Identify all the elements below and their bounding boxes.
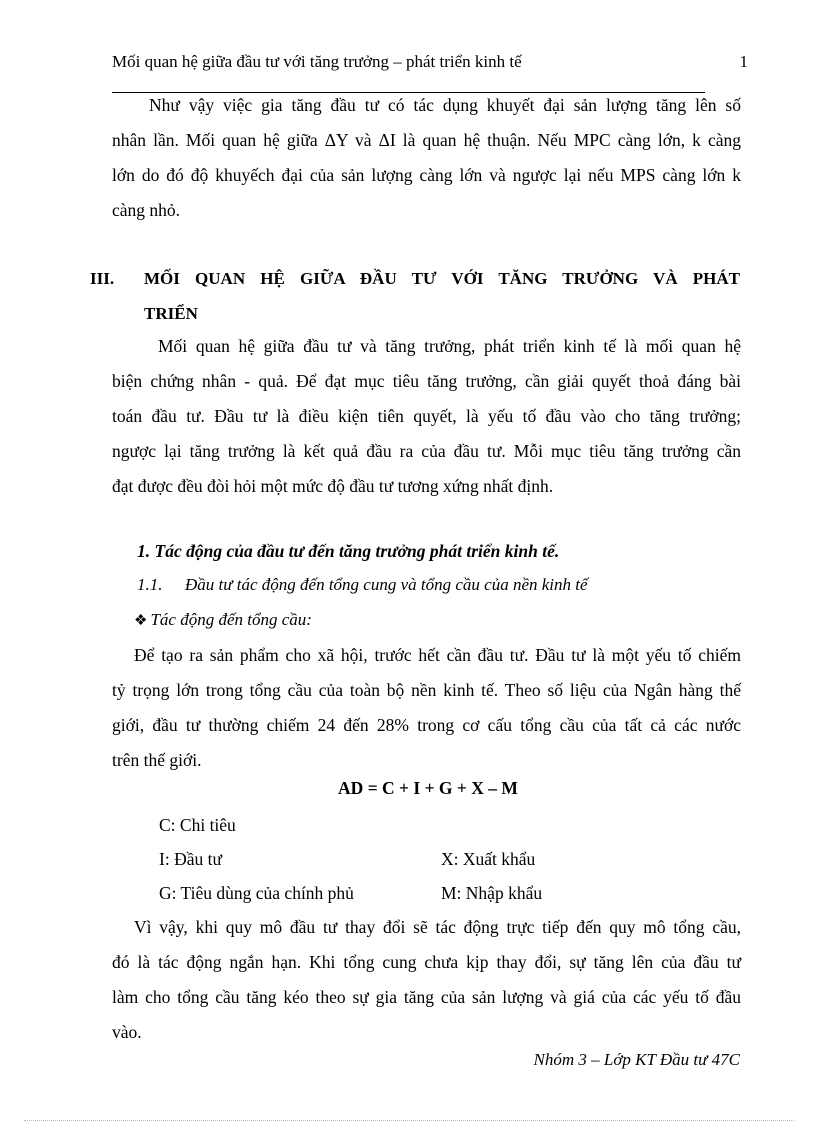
text-line: ngược lại tăng trưởng là kết quả đầu ra của đầu tư. Mỗi mục tiêu tăng trưởng cần	[112, 441, 741, 461]
subsubsection-number: 1.1.	[137, 575, 163, 594]
section-title	[144, 261, 740, 331]
text-line: Vì vậy, khi quy mô đầu tư thay đổi sẽ tác động trực tiếp đến quy mô tổng cầu,	[134, 917, 741, 937]
bullet-item	[134, 605, 312, 636]
paragraph-aggregate-demand	[112, 638, 741, 778]
variable-c: C: Chi tiêu	[159, 815, 236, 835]
subsubsection-title: Đầu tư tác động đến tổng cung và tổng cầu của nền kinh tế	[185, 575, 588, 594]
text-line: Để tạo ra sản phẩm cho xã hội, trước hết cần đầu tư. Đầu tư là một yếu tố chiếm	[134, 645, 741, 665]
text-line: Mối quan hệ giữa đầu tư và tăng trưởng, phát triển kinh tế là mối quan hệ	[158, 336, 741, 356]
text-line: Như vậy việc gia tăng đầu tư có tác dụng khuyết đại sản lượng tăng lên số	[149, 95, 741, 115]
paragraph-conclusion	[112, 910, 741, 1050]
text-line: càng nhỏ.	[112, 200, 181, 220]
diamond-bullet-icon: ❖	[134, 613, 148, 629]
text-line: trên thế giới.	[112, 750, 202, 770]
page-number: 1	[739, 52, 748, 71]
page-bottom-rule	[24, 1120, 794, 1121]
text-line: đó là tác động ngắn hạn. Khi tổng cung chưa kịp thay đổi, sự tăng lên của đầu tư	[112, 952, 741, 972]
header-title: Mối quan hệ giữa đầu tư với tăng trưởng – phát triển kinh tế	[112, 52, 522, 71]
text-line: đạt được đều đòi hỏi một mức độ đầu tư tương xứng nhất định.	[112, 476, 554, 496]
paragraph-relationship	[112, 329, 741, 504]
variable-i: I: Đầu tư	[159, 849, 222, 869]
section-title-line: MỐI QUAN HỆ GIỮA ĐẦU TƯ VỚI TĂNG TRƯỞNG VÀ PHÁT	[144, 269, 740, 288]
section-numeral: III.	[90, 269, 115, 288]
subsubsection-heading	[137, 570, 588, 600]
paragraph-multiplier	[112, 88, 741, 228]
text-line: lớn do đó độ khuyếch đại của sản lượng càng lớn và ngược lại nếu MPS càng lớn k	[112, 165, 741, 185]
variable-g: G: Tiêu dùng của chính phủ	[159, 883, 354, 903]
page-footer: Nhóm 3 – Lớp KT Đầu tư 47C	[533, 1050, 740, 1069]
ad-formula: AD = C + I + G + X – M	[338, 778, 518, 798]
page-header	[112, 50, 752, 76]
text-line: tỷ trọng lớn trong tổng cầu của toàn bộ nền kinh tế. Theo số liệu của Ngân hàng thế	[112, 680, 741, 700]
text-line: biện chứng nhân - quả. Để đạt mục tiêu tăng trưởng, cần giải quyết thoả đáng bài	[112, 371, 741, 391]
text-line: nhân lần. Mối quan hệ giữa ΔY và ΔI là quan hệ thuận. Nếu MPC càng lớn, k càng	[112, 130, 741, 150]
variable-m: M: Nhập khẩu	[441, 883, 543, 903]
text-line: làm cho tổng cầu tăng kéo theo sự gia tăng của sản lượng và giá của các yếu tố đầu	[112, 987, 741, 1007]
text-line: toán đầu tư. Đầu tư là điều kiện tiên quyết, là yếu tố đầu vào cho tăng trưởng;	[112, 406, 741, 426]
bullet-text: Tác động đến tổng cầu:	[150, 610, 312, 629]
text-line: vào.	[112, 1022, 142, 1042]
subsection-heading: 1. Tác động của đầu tư đến tăng trưởng phát triển kinh tế.	[137, 541, 560, 561]
text-line: giới, đầu tư thường chiếm 24 đến 28% trong cơ cấu tổng cầu của tất cả các nước	[112, 715, 741, 735]
section-title-line: TRIỂN	[144, 304, 198, 323]
variable-x: X: Xuất khẩu	[441, 849, 536, 869]
